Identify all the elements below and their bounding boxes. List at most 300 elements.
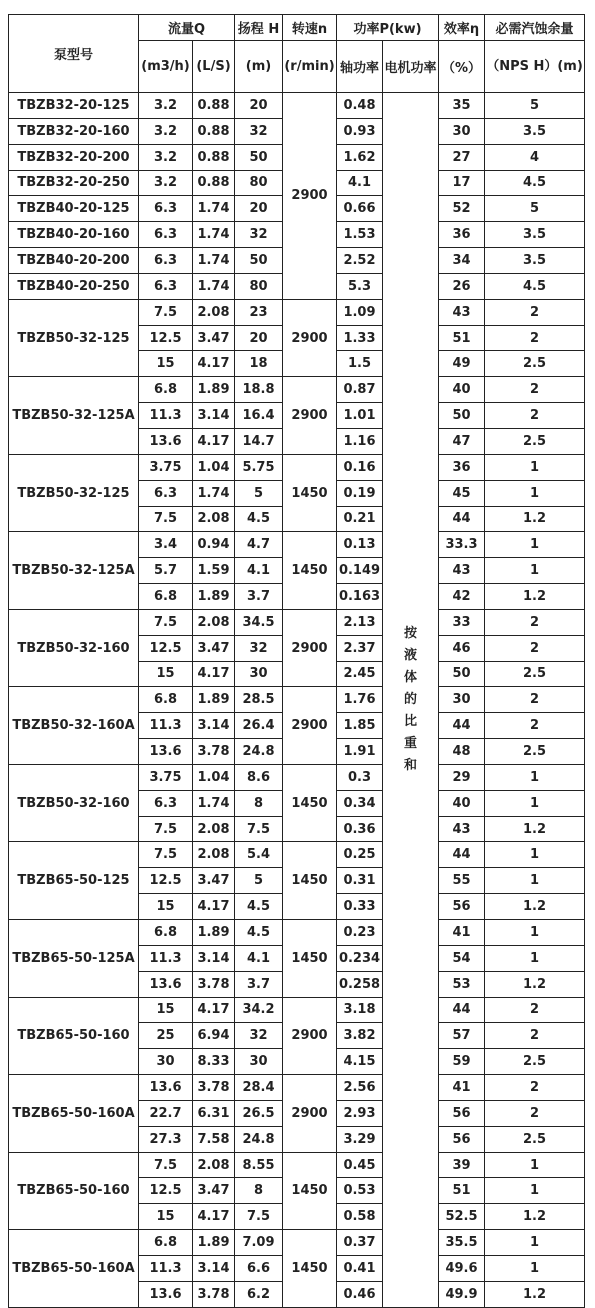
- shaft-power-cell: 0.45: [337, 1152, 383, 1178]
- head-cell: 32: [235, 635, 283, 661]
- efficiency-cell: 35.5: [439, 1230, 485, 1256]
- efficiency-cell: 33.3: [439, 532, 485, 558]
- head-cell: 32: [235, 1023, 283, 1049]
- flow-m3h-cell: 13.6: [139, 971, 193, 997]
- shaft-power-cell: 0.23: [337, 920, 383, 946]
- shaft-power-cell: 3.82: [337, 1023, 383, 1049]
- efficiency-cell: 53: [439, 971, 485, 997]
- npsh-cell: 1: [485, 1152, 585, 1178]
- flow-m3h-cell: 7.5: [139, 842, 193, 868]
- header-flow: 流量Q: [139, 15, 235, 41]
- flow-m3h-cell: 30: [139, 1049, 193, 1075]
- efficiency-cell: 51: [439, 1178, 485, 1204]
- efficiency-cell: 56: [439, 1100, 485, 1126]
- npsh-cell: 4: [485, 144, 585, 170]
- npsh-cell: 1.2: [485, 971, 585, 997]
- head-cell: 7.09: [235, 1230, 283, 1256]
- npsh-cell: 5: [485, 196, 585, 222]
- efficiency-cell: 56: [439, 1126, 485, 1152]
- npsh-cell: 1: [485, 1255, 585, 1281]
- efficiency-cell: 34: [439, 248, 485, 274]
- flow-ls-cell: 1.74: [193, 273, 235, 299]
- table-row: [9, 609, 585, 635]
- npsh-cell: 2: [485, 325, 585, 351]
- flow-ls-cell: 1.74: [193, 196, 235, 222]
- shaft-power-cell: 2.52: [337, 248, 383, 274]
- header-power: 功率P(kw): [337, 15, 439, 41]
- model-cell: TBZB50-32-125A: [9, 377, 139, 455]
- header-model: 泵型号: [9, 15, 139, 93]
- efficiency-cell: 48: [439, 739, 485, 765]
- shaft-power-cell: 1.09: [337, 299, 383, 325]
- flow-m3h-cell: 15: [139, 894, 193, 920]
- shaft-power-cell: 0.258: [337, 971, 383, 997]
- efficiency-cell: 41: [439, 1075, 485, 1101]
- head-cell: 6.6: [235, 1255, 283, 1281]
- npsh-cell: 1: [485, 532, 585, 558]
- shaft-power-cell: 1.01: [337, 403, 383, 429]
- model-cell: TBZB50-32-160: [9, 609, 139, 687]
- flow-ls-cell: 1.04: [193, 454, 235, 480]
- flow-m3h-cell: 15: [139, 997, 193, 1023]
- head-cell: 8: [235, 790, 283, 816]
- flow-ls-cell: 0.88: [193, 93, 235, 119]
- head-cell: 32: [235, 118, 283, 144]
- shaft-power-cell: 5.3: [337, 273, 383, 299]
- head-cell: 3.7: [235, 584, 283, 610]
- shaft-power-cell: 0.31: [337, 868, 383, 894]
- head-cell: 8: [235, 1178, 283, 1204]
- model-cell: TBZB50-32-125A: [9, 532, 139, 610]
- flow-m3h-cell: 7.5: [139, 1152, 193, 1178]
- efficiency-cell: 46: [439, 635, 485, 661]
- shaft-power-cell: 0.234: [337, 945, 383, 971]
- flow-ls-cell: 4.17: [193, 428, 235, 454]
- table-row: [9, 532, 585, 558]
- efficiency-cell: 45: [439, 480, 485, 506]
- table-row: [9, 377, 585, 403]
- efficiency-cell: 35: [439, 93, 485, 119]
- head-cell: 18: [235, 351, 283, 377]
- speed-cell: 1450: [283, 1230, 337, 1308]
- unit-flow-m3h: (m3/h): [139, 41, 193, 93]
- speed-cell: 1450: [283, 764, 337, 842]
- efficiency-cell: 43: [439, 816, 485, 842]
- flow-ls-cell: 1.74: [193, 222, 235, 248]
- efficiency-cell: 44: [439, 842, 485, 868]
- flow-ls-cell: 1.74: [193, 790, 235, 816]
- model-cell: TBZB50-32-125: [9, 299, 139, 377]
- shaft-power-cell: 0.149: [337, 558, 383, 584]
- efficiency-cell: 43: [439, 558, 485, 584]
- flow-ls-cell: 2.08: [193, 1152, 235, 1178]
- flow-m3h-cell: 15: [139, 1204, 193, 1230]
- speed-cell: 2900: [283, 687, 337, 765]
- efficiency-cell: 50: [439, 403, 485, 429]
- flow-ls-cell: 1.89: [193, 1230, 235, 1256]
- head-cell: 4.5: [235, 894, 283, 920]
- shaft-power-cell: 2.37: [337, 635, 383, 661]
- npsh-cell: 4.5: [485, 170, 585, 196]
- model-cell: TBZB40-20-200: [9, 248, 139, 274]
- flow-m3h-cell: 15: [139, 351, 193, 377]
- speed-cell: 2900: [283, 997, 337, 1075]
- efficiency-cell: 26: [439, 273, 485, 299]
- flow-m3h-cell: 25: [139, 1023, 193, 1049]
- flow-m3h-cell: 11.3: [139, 713, 193, 739]
- shaft-power-cell: 3.29: [337, 1126, 383, 1152]
- shaft-power-cell: 0.13: [337, 532, 383, 558]
- efficiency-cell: 27: [439, 144, 485, 170]
- shaft-power-cell: 2.13: [337, 609, 383, 635]
- header-row: [9, 15, 585, 41]
- flow-m3h-cell: 3.2: [139, 93, 193, 119]
- head-cell: 34.2: [235, 997, 283, 1023]
- flow-ls-cell: 6.94: [193, 1023, 235, 1049]
- head-cell: 23: [235, 299, 283, 325]
- npsh-cell: 3.5: [485, 248, 585, 274]
- efficiency-cell: 55: [439, 868, 485, 894]
- flow-ls-cell: 7.58: [193, 1126, 235, 1152]
- efficiency-cell: 30: [439, 687, 485, 713]
- npsh-cell: 1: [485, 454, 585, 480]
- flow-m3h-cell: 22.7: [139, 1100, 193, 1126]
- npsh-cell: 2: [485, 609, 585, 635]
- header-efficiency: 效率η: [439, 15, 485, 41]
- speed-cell: 2900: [283, 93, 337, 300]
- shaft-power-cell: 2.45: [337, 661, 383, 687]
- flow-m3h-cell: 12.5: [139, 635, 193, 661]
- flow-m3h-cell: 11.3: [139, 403, 193, 429]
- efficiency-cell: 44: [439, 506, 485, 532]
- npsh-cell: 1: [485, 868, 585, 894]
- npsh-cell: 1: [485, 1178, 585, 1204]
- speed-cell: 2900: [283, 377, 337, 455]
- efficiency-cell: 40: [439, 377, 485, 403]
- table-row: [9, 454, 585, 480]
- head-cell: 4.1: [235, 558, 283, 584]
- head-cell: 80: [235, 273, 283, 299]
- table-row: [9, 93, 585, 119]
- efficiency-cell: 52: [439, 196, 485, 222]
- head-cell: 24.8: [235, 1126, 283, 1152]
- shaft-power-cell: 0.16: [337, 454, 383, 480]
- speed-cell: 1450: [283, 842, 337, 920]
- efficiency-cell: 57: [439, 1023, 485, 1049]
- flow-ls-cell: 2.08: [193, 842, 235, 868]
- table-row: [9, 920, 585, 946]
- model-cell: TBZB32-20-250: [9, 170, 139, 196]
- flow-m3h-cell: 5.7: [139, 558, 193, 584]
- head-cell: 6.2: [235, 1281, 283, 1307]
- shaft-power-cell: 0.53: [337, 1178, 383, 1204]
- speed-cell: 1450: [283, 532, 337, 610]
- model-cell: TBZB65-50-160: [9, 997, 139, 1075]
- flow-ls-cell: 4.17: [193, 661, 235, 687]
- unit-motor-power: 电机功率: [383, 41, 439, 93]
- model-cell: TBZB32-20-125: [9, 93, 139, 119]
- table-row: [9, 687, 585, 713]
- header-head: 扬程 H: [235, 15, 283, 41]
- flow-ls-cell: 1.89: [193, 377, 235, 403]
- npsh-cell: 3.5: [485, 118, 585, 144]
- flow-ls-cell: 3.47: [193, 1178, 235, 1204]
- model-cell: TBZB65-50-125A: [9, 920, 139, 998]
- shaft-power-cell: 1.85: [337, 713, 383, 739]
- model-cell: TBZB50-32-160A: [9, 687, 139, 765]
- npsh-cell: 1: [485, 764, 585, 790]
- npsh-cell: 4.5: [485, 273, 585, 299]
- head-cell: 18.8: [235, 377, 283, 403]
- head-cell: 14.7: [235, 428, 283, 454]
- npsh-cell: 1: [485, 842, 585, 868]
- flow-m3h-cell: 12.5: [139, 325, 193, 351]
- efficiency-cell: 51: [439, 325, 485, 351]
- flow-ls-cell: 3.14: [193, 945, 235, 971]
- npsh-cell: 1: [485, 945, 585, 971]
- npsh-cell: 1: [485, 480, 585, 506]
- flow-m3h-cell: 7.5: [139, 506, 193, 532]
- flow-ls-cell: 6.31: [193, 1100, 235, 1126]
- shaft-power-cell: 2.93: [337, 1100, 383, 1126]
- npsh-cell: 2.5: [485, 351, 585, 377]
- npsh-cell: 2: [485, 997, 585, 1023]
- npsh-cell: 2: [485, 687, 585, 713]
- table-row: [9, 997, 585, 1023]
- motor-power-note-text: 按液体的比重和: [403, 625, 417, 773]
- flow-m3h-cell: 11.3: [139, 1255, 193, 1281]
- head-cell: 28.5: [235, 687, 283, 713]
- flow-m3h-cell: 7.5: [139, 609, 193, 635]
- npsh-cell: 2: [485, 403, 585, 429]
- speed-cell: 1450: [283, 454, 337, 532]
- efficiency-cell: 43: [439, 299, 485, 325]
- flow-m3h-cell: 15: [139, 661, 193, 687]
- shaft-power-cell: 1.5: [337, 351, 383, 377]
- flow-m3h-cell: 6.8: [139, 1230, 193, 1256]
- flow-ls-cell: 3.78: [193, 1281, 235, 1307]
- flow-m3h-cell: 7.5: [139, 816, 193, 842]
- efficiency-cell: 56: [439, 894, 485, 920]
- npsh-cell: 5: [485, 93, 585, 119]
- efficiency-cell: 49: [439, 351, 485, 377]
- efficiency-cell: 17: [439, 170, 485, 196]
- efficiency-cell: 49.6: [439, 1255, 485, 1281]
- shaft-power-cell: 1.62: [337, 144, 383, 170]
- shaft-power-cell: 2.56: [337, 1075, 383, 1101]
- flow-ls-cell: 1.59: [193, 558, 235, 584]
- flow-ls-cell: 3.14: [193, 1255, 235, 1281]
- flow-ls-cell: 3.78: [193, 1075, 235, 1101]
- table-row: [9, 1230, 585, 1256]
- header-npsh: 必需汽蚀余量: [485, 15, 585, 41]
- unit-head-m: (m): [235, 41, 283, 93]
- efficiency-cell: 52.5: [439, 1204, 485, 1230]
- head-cell: 24.8: [235, 739, 283, 765]
- head-cell: 4.5: [235, 920, 283, 946]
- head-cell: 26.5: [235, 1100, 283, 1126]
- efficiency-cell: 30: [439, 118, 485, 144]
- unit-npsh: （NPS H）(m): [485, 41, 585, 93]
- npsh-cell: 2: [485, 635, 585, 661]
- head-cell: 80: [235, 170, 283, 196]
- shaft-power-cell: 0.37: [337, 1230, 383, 1256]
- shaft-power-cell: 1.53: [337, 222, 383, 248]
- efficiency-cell: 44: [439, 713, 485, 739]
- head-cell: 34.5: [235, 609, 283, 635]
- flow-m3h-cell: 6.3: [139, 222, 193, 248]
- unit-efficiency: （%）: [439, 41, 485, 93]
- shaft-power-cell: 0.163: [337, 584, 383, 610]
- model-cell: TBZB65-50-160A: [9, 1075, 139, 1153]
- flow-ls-cell: 0.88: [193, 170, 235, 196]
- flow-ls-cell: 3.14: [193, 713, 235, 739]
- shaft-power-cell: 0.66: [337, 196, 383, 222]
- head-cell: 16.4: [235, 403, 283, 429]
- head-cell: 50: [235, 248, 283, 274]
- shaft-power-cell: 1.16: [337, 428, 383, 454]
- flow-m3h-cell: 7.5: [139, 299, 193, 325]
- speed-cell: 2900: [283, 1075, 337, 1153]
- flow-ls-cell: 3.78: [193, 739, 235, 765]
- shaft-power-cell: 0.19: [337, 480, 383, 506]
- shaft-power-cell: 3.18: [337, 997, 383, 1023]
- shaft-power-cell: 0.33: [337, 894, 383, 920]
- shaft-power-cell: 0.87: [337, 377, 383, 403]
- flow-ls-cell: 2.08: [193, 299, 235, 325]
- npsh-cell: 2: [485, 1023, 585, 1049]
- flow-ls-cell: 2.08: [193, 609, 235, 635]
- pump-spec-table: [8, 14, 585, 1308]
- flow-m3h-cell: 3.75: [139, 454, 193, 480]
- flow-m3h-cell: 27.3: [139, 1126, 193, 1152]
- flow-m3h-cell: 6.3: [139, 248, 193, 274]
- flow-ls-cell: 2.08: [193, 816, 235, 842]
- flow-ls-cell: 4.17: [193, 894, 235, 920]
- flow-m3h-cell: 6.3: [139, 790, 193, 816]
- model-cell: TBZB40-20-125: [9, 196, 139, 222]
- flow-ls-cell: 4.17: [193, 997, 235, 1023]
- head-cell: 26.4: [235, 713, 283, 739]
- flow-ls-cell: 1.89: [193, 687, 235, 713]
- efficiency-cell: 33: [439, 609, 485, 635]
- flow-ls-cell: 3.47: [193, 325, 235, 351]
- npsh-cell: 2.5: [485, 739, 585, 765]
- unit-shaft-power: 轴功率: [337, 41, 383, 93]
- head-cell: 7.5: [235, 1204, 283, 1230]
- shaft-power-cell: 0.46: [337, 1281, 383, 1307]
- shaft-power-cell: 1.33: [337, 325, 383, 351]
- head-cell: 50: [235, 144, 283, 170]
- efficiency-cell: 41: [439, 920, 485, 946]
- head-cell: 4.7: [235, 532, 283, 558]
- shaft-power-cell: 1.76: [337, 687, 383, 713]
- shaft-power-cell: 0.48: [337, 93, 383, 119]
- table-row: [9, 1075, 585, 1101]
- head-cell: 28.4: [235, 1075, 283, 1101]
- npsh-cell: 1.2: [485, 816, 585, 842]
- npsh-cell: 1.2: [485, 506, 585, 532]
- unit-flow-ls: (L/S): [193, 41, 235, 93]
- flow-m3h-cell: 11.3: [139, 945, 193, 971]
- efficiency-cell: 29: [439, 764, 485, 790]
- shaft-power-cell: 0.34: [337, 790, 383, 816]
- npsh-cell: 2.5: [485, 428, 585, 454]
- npsh-cell: 2.5: [485, 661, 585, 687]
- flow-ls-cell: 1.74: [193, 480, 235, 506]
- npsh-cell: 1: [485, 1230, 585, 1256]
- npsh-cell: 2.5: [485, 1049, 585, 1075]
- flow-ls-cell: 1.89: [193, 920, 235, 946]
- head-cell: 5.75: [235, 454, 283, 480]
- shaft-power-cell: 0.21: [337, 506, 383, 532]
- head-cell: 4.1: [235, 945, 283, 971]
- flow-m3h-cell: 6.8: [139, 584, 193, 610]
- flow-ls-cell: 3.78: [193, 971, 235, 997]
- shaft-power-cell: 4.15: [337, 1049, 383, 1075]
- npsh-cell: 1.2: [485, 584, 585, 610]
- unit-speed: (r/min): [283, 41, 337, 93]
- shaft-power-cell: 0.58: [337, 1204, 383, 1230]
- flow-m3h-cell: 3.2: [139, 118, 193, 144]
- flow-ls-cell: 2.08: [193, 506, 235, 532]
- efficiency-cell: 42: [439, 584, 485, 610]
- flow-m3h-cell: 6.3: [139, 196, 193, 222]
- flow-m3h-cell: 12.5: [139, 868, 193, 894]
- npsh-cell: 2: [485, 299, 585, 325]
- flow-ls-cell: 3.14: [193, 403, 235, 429]
- npsh-cell: 1.2: [485, 1204, 585, 1230]
- npsh-cell: 1: [485, 558, 585, 584]
- shaft-power-cell: 0.36: [337, 816, 383, 842]
- head-cell: 30: [235, 661, 283, 687]
- head-cell: 32: [235, 222, 283, 248]
- flow-m3h-cell: 13.6: [139, 1075, 193, 1101]
- npsh-cell: 1.2: [485, 894, 585, 920]
- flow-ls-cell: 1.89: [193, 584, 235, 610]
- flow-ls-cell: 0.94: [193, 532, 235, 558]
- flow-m3h-cell: 13.6: [139, 739, 193, 765]
- flow-m3h-cell: 6.3: [139, 480, 193, 506]
- model-cell: TBZB50-32-125: [9, 454, 139, 532]
- flow-m3h-cell: 6.8: [139, 920, 193, 946]
- head-cell: 8.6: [235, 764, 283, 790]
- shaft-power-cell: 0.25: [337, 842, 383, 868]
- speed-cell: 1450: [283, 1152, 337, 1230]
- head-cell: 4.5: [235, 506, 283, 532]
- efficiency-cell: 54: [439, 945, 485, 971]
- npsh-cell: 2: [485, 377, 585, 403]
- shaft-power-cell: 0.41: [337, 1255, 383, 1281]
- model-cell: TBZB40-20-160: [9, 222, 139, 248]
- flow-ls-cell: 8.33: [193, 1049, 235, 1075]
- model-cell: TBZB32-20-160: [9, 118, 139, 144]
- flow-ls-cell: 4.17: [193, 351, 235, 377]
- flow-m3h-cell: 3.75: [139, 764, 193, 790]
- npsh-cell: 2: [485, 1075, 585, 1101]
- head-cell: 30: [235, 1049, 283, 1075]
- head-cell: 20: [235, 93, 283, 119]
- npsh-cell: 2: [485, 713, 585, 739]
- head-cell: 3.7: [235, 971, 283, 997]
- motor-power-note: [383, 93, 439, 1308]
- head-cell: 20: [235, 196, 283, 222]
- table-row: [9, 1152, 585, 1178]
- flow-m3h-cell: 6.8: [139, 377, 193, 403]
- head-cell: 5: [235, 480, 283, 506]
- flow-ls-cell: 0.88: [193, 118, 235, 144]
- model-cell: TBZB65-50-160A: [9, 1230, 139, 1308]
